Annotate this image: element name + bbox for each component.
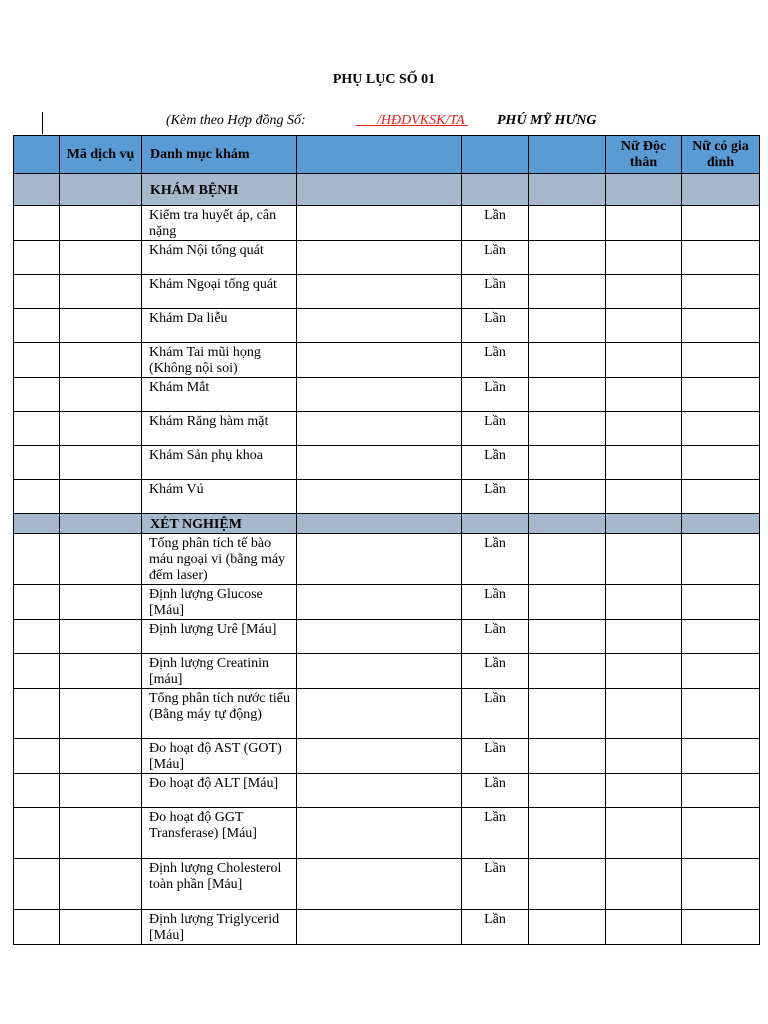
table-cell	[529, 739, 606, 774]
exam-name: Khám Ngoại tổng quát	[142, 275, 297, 309]
table-cell	[14, 910, 60, 945]
table-cell	[14, 620, 60, 654]
exam-name: Tổng phân tích tế bào máu ngoại vi (bằng máy đếm laser)	[142, 534, 297, 585]
table-cell	[682, 620, 760, 654]
header-cell-5	[529, 136, 606, 174]
table-cell	[529, 585, 606, 620]
table-cell	[60, 446, 142, 480]
exam-unit: Lần	[462, 689, 529, 739]
table-row	[14, 585, 760, 620]
table-cell	[14, 774, 60, 808]
table-cell	[14, 739, 60, 774]
table-row	[14, 620, 760, 654]
table-cell	[60, 343, 142, 378]
exam-unit: Lần	[462, 739, 529, 774]
exam-unit: Lần	[462, 859, 529, 910]
section-cell	[462, 514, 529, 534]
table-cell	[682, 689, 760, 739]
table-cell	[60, 378, 142, 412]
exam-name: Tổng phân tích nước tiểu (Bằng máy tự động)	[142, 689, 297, 739]
table-row	[14, 774, 760, 808]
table-cell	[529, 689, 606, 739]
table-row	[14, 910, 760, 945]
exam-name: Đo hoạt độ AST (GOT) [Máu]	[142, 739, 297, 774]
table-cell	[14, 654, 60, 689]
section-cell	[14, 174, 60, 206]
table-cell	[14, 275, 60, 309]
exam-name: Khám Vú	[142, 480, 297, 514]
table-cell	[297, 206, 462, 241]
exam-name: Khám Răng hàm mặt	[142, 412, 297, 446]
table-row	[14, 480, 760, 514]
table-cell	[14, 309, 60, 343]
exam-name: Định lượng Glucose [Máu]	[142, 585, 297, 620]
exam-unit: Lần	[462, 654, 529, 689]
table-row	[14, 378, 760, 412]
table-cell	[606, 620, 682, 654]
exam-name: Khám Nội tổng quát	[142, 241, 297, 275]
exam-name: Khám Da liễu	[142, 309, 297, 343]
table-cell	[682, 739, 760, 774]
subtitle-lead: (Kèm theo Hợp đồng Số:	[166, 113, 306, 128]
table-row	[14, 275, 760, 309]
exam-unit: Lần	[462, 309, 529, 343]
table-cell	[60, 206, 142, 241]
table-cell	[606, 534, 682, 585]
table-cell	[606, 585, 682, 620]
table-cell	[60, 689, 142, 739]
section-cell	[606, 514, 682, 534]
table-cell	[529, 343, 606, 378]
table-cell	[606, 446, 682, 480]
table-cell	[297, 620, 462, 654]
table-row	[14, 412, 760, 446]
table-cell	[682, 585, 760, 620]
section-title: KHÁM BỆNH	[142, 174, 297, 206]
table-cell	[297, 275, 462, 309]
table-cell	[60, 309, 142, 343]
section-cell	[682, 174, 760, 206]
table-row	[14, 343, 760, 378]
table-cell	[14, 689, 60, 739]
section-row	[14, 174, 760, 206]
table-cell	[529, 480, 606, 514]
table-cell	[297, 585, 462, 620]
exam-name: Khám Sản phụ khoa	[142, 446, 297, 480]
section-cell	[606, 174, 682, 206]
table-cell	[14, 343, 60, 378]
table-cell	[297, 412, 462, 446]
table-cell	[682, 808, 760, 859]
table-cell	[682, 206, 760, 241]
table-cell	[606, 309, 682, 343]
table-cell	[60, 739, 142, 774]
table-body	[14, 174, 760, 945]
table-cell	[60, 654, 142, 689]
table-cell	[529, 654, 606, 689]
table-cell	[606, 206, 682, 241]
margin-bar	[42, 112, 43, 134]
exam-unit: Lần	[462, 534, 529, 585]
table-cell	[297, 739, 462, 774]
table-cell	[297, 654, 462, 689]
table-cell	[682, 774, 760, 808]
table-cell	[529, 206, 606, 241]
table-cell	[606, 859, 682, 910]
section-title: XÉT NGHIỆM	[142, 514, 297, 534]
table-cell	[297, 309, 462, 343]
table-cell	[529, 241, 606, 275]
table-cell	[297, 534, 462, 585]
table-cell	[606, 241, 682, 275]
header-single-female: Nữ Độc thân	[606, 136, 682, 174]
section-row	[14, 514, 760, 534]
header-cell-0	[14, 136, 60, 174]
exam-name: Định lượng Urê [Máu]	[142, 620, 297, 654]
table-cell	[682, 859, 760, 910]
table-cell	[682, 343, 760, 378]
table-header-row	[14, 136, 760, 174]
table-row	[14, 654, 760, 689]
table-cell	[606, 275, 682, 309]
table-cell	[14, 241, 60, 275]
exam-name: Kiểm tra huyết áp, cân nặng	[142, 206, 297, 241]
exam-name: Định lượng Triglycerid [Máu]	[142, 910, 297, 945]
table-cell	[529, 774, 606, 808]
table-cell	[60, 774, 142, 808]
table-cell	[14, 206, 60, 241]
exam-unit: Lần	[462, 585, 529, 620]
exam-unit: Lần	[462, 480, 529, 514]
table-row	[14, 534, 760, 585]
table-row	[14, 739, 760, 774]
table-cell	[297, 859, 462, 910]
table-cell	[60, 910, 142, 945]
table-cell	[529, 275, 606, 309]
table-cell	[682, 412, 760, 446]
table-cell	[529, 910, 606, 945]
table-cell	[60, 275, 142, 309]
table-row	[14, 446, 760, 480]
table-cell	[606, 774, 682, 808]
exam-unit: Lần	[462, 808, 529, 859]
header-service-code: Mã dịch vụ	[60, 136, 142, 174]
table-cell	[606, 689, 682, 739]
table-row	[14, 206, 760, 241]
table-cell	[60, 859, 142, 910]
exam-name: Đo hoạt độ ALT [Máu]	[142, 774, 297, 808]
table-cell	[297, 378, 462, 412]
section-cell	[60, 174, 142, 206]
table-cell	[682, 241, 760, 275]
table-cell	[60, 808, 142, 859]
table-cell	[529, 534, 606, 585]
exam-unit: Lần	[462, 774, 529, 808]
exam-name: Khám Mắt	[142, 378, 297, 412]
table-cell	[60, 241, 142, 275]
section-cell	[14, 514, 60, 534]
table-cell	[297, 774, 462, 808]
table-cell	[606, 739, 682, 774]
header-exam-list: Danh mục khám	[142, 136, 297, 174]
table-cell	[529, 620, 606, 654]
company-name: PHÚ MỸ HƯNG	[497, 113, 597, 128]
table-row	[14, 808, 760, 859]
page-title: PHỤ LỤC SỐ 01	[332, 72, 436, 87]
exam-unit: Lần	[462, 910, 529, 945]
exam-name: Định lượng Cholesterol toàn phần [Máu]	[142, 859, 297, 910]
services-table	[13, 135, 760, 945]
contract-reference: /HĐDVKSK/TA	[356, 113, 468, 128]
header-cell-4	[462, 136, 529, 174]
table-cell	[682, 534, 760, 585]
table-cell	[60, 412, 142, 446]
section-cell	[297, 174, 462, 206]
table-cell	[529, 412, 606, 446]
table-cell	[606, 654, 682, 689]
exam-unit: Lần	[462, 206, 529, 241]
table-cell	[60, 480, 142, 514]
exam-unit: Lần	[462, 275, 529, 309]
table-cell	[606, 412, 682, 446]
section-cell	[462, 174, 529, 206]
table-cell	[14, 480, 60, 514]
table-cell	[14, 534, 60, 585]
table-cell	[14, 585, 60, 620]
table-cell	[606, 808, 682, 859]
exam-name: Đo hoạt độ GGT Transferase) [Máu]	[142, 808, 297, 859]
exam-unit: Lần	[462, 620, 529, 654]
section-cell	[297, 514, 462, 534]
exam-unit: Lần	[462, 446, 529, 480]
section-cell	[682, 514, 760, 534]
table-row	[14, 689, 760, 739]
section-cell	[60, 514, 142, 534]
table-cell	[60, 534, 142, 585]
table-cell	[297, 446, 462, 480]
table-row	[14, 859, 760, 910]
table-cell	[682, 309, 760, 343]
table-cell	[682, 378, 760, 412]
section-cell	[529, 174, 606, 206]
table-cell	[297, 241, 462, 275]
table-cell	[606, 378, 682, 412]
table-cell	[60, 620, 142, 654]
section-cell	[529, 514, 606, 534]
exam-name: Khám Tai mũi họng (Không nội soi)	[142, 343, 297, 378]
table-cell	[529, 446, 606, 480]
exam-name: Định lượng Creatinin [máu]	[142, 654, 297, 689]
header-cell-3	[297, 136, 462, 174]
table-cell	[529, 378, 606, 412]
table-cell	[297, 689, 462, 739]
table-cell	[529, 859, 606, 910]
table-cell	[682, 275, 760, 309]
table-cell	[297, 808, 462, 859]
table-cell	[297, 480, 462, 514]
table-cell	[14, 859, 60, 910]
table-cell	[297, 343, 462, 378]
exam-unit: Lần	[462, 412, 529, 446]
table-cell	[14, 446, 60, 480]
table-cell	[606, 343, 682, 378]
table-cell	[682, 446, 760, 480]
exam-unit: Lần	[462, 378, 529, 412]
table-cell	[529, 309, 606, 343]
table-cell	[682, 910, 760, 945]
table-cell	[14, 808, 60, 859]
table-cell	[606, 480, 682, 514]
table-cell	[14, 412, 60, 446]
table-cell	[60, 585, 142, 620]
table-cell	[14, 378, 60, 412]
table-row	[14, 241, 760, 275]
table-cell	[529, 808, 606, 859]
exam-unit: Lần	[462, 343, 529, 378]
table-row	[14, 309, 760, 343]
table-cell	[682, 654, 760, 689]
table-cell	[682, 480, 760, 514]
header-married-female: Nữ có gia đình	[682, 136, 760, 174]
exam-unit: Lần	[462, 241, 529, 275]
table-cell	[297, 910, 462, 945]
table-cell	[606, 910, 682, 945]
